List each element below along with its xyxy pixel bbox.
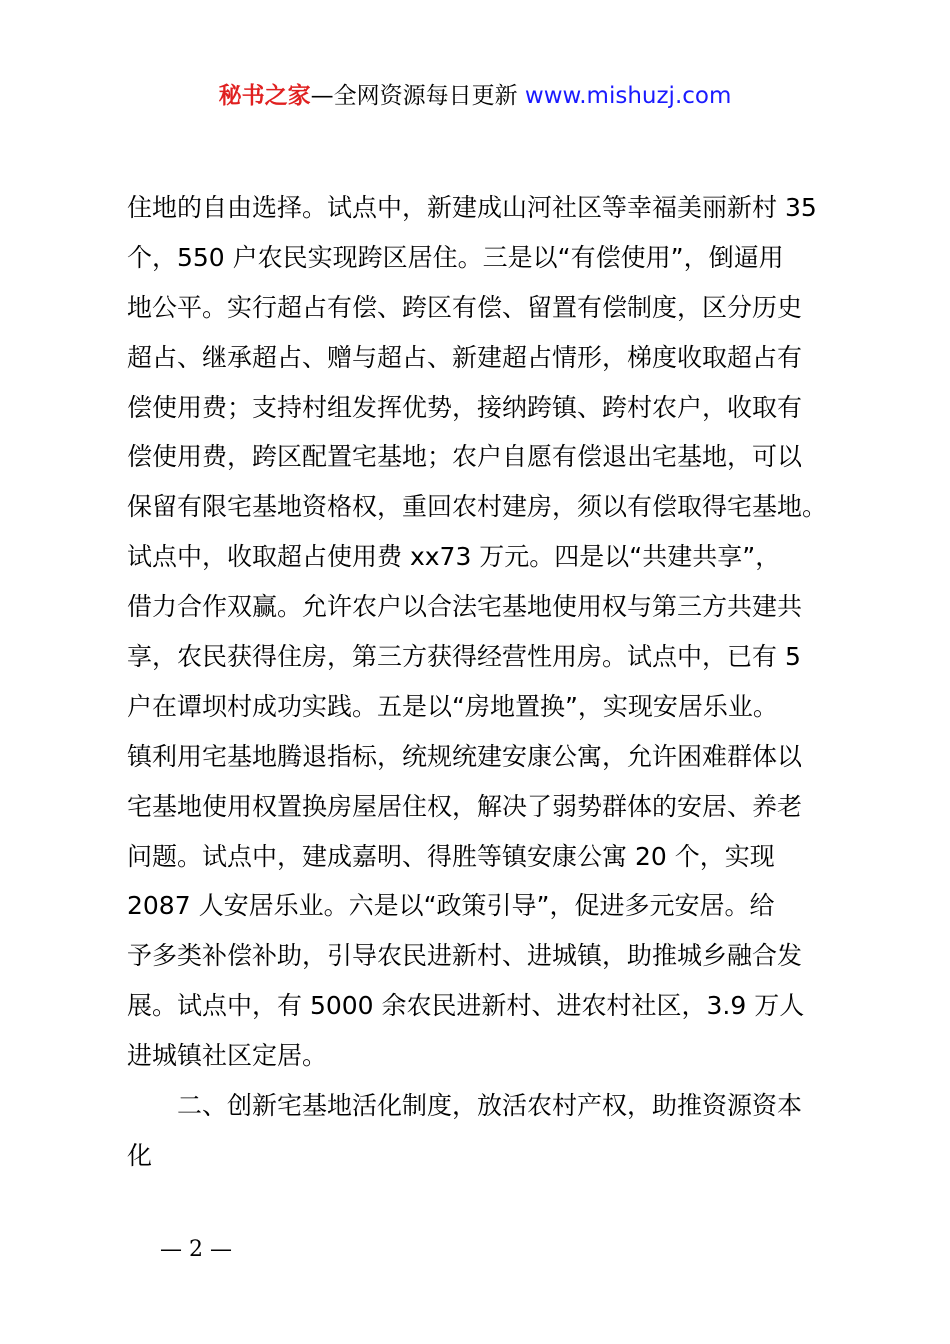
paragraph-line: 进城镇社区定居。: [127, 1041, 328, 1071]
paragraph-line: 享，农民获得住房，第三方获得经营性用房。试点中，已有 5: [127, 642, 801, 672]
paragraph-line: 镇利用宅基地腾退指标，统规统建安康公寓，允许困难群体以: [127, 741, 803, 771]
paragraph-line: 偿使用费；支持村组发挥优势，接纳跨镇、跨村农户，收取有: [127, 392, 803, 422]
site-header: [0, 78, 950, 114]
paragraph-line: 借力合作双赢。允许农户以合法宅基地使用权与第三方共建共: [127, 592, 803, 622]
site-brand: 秘书之家: [218, 83, 311, 109]
paragraph-line: 户在谭坝村成功实践。五是以“房地置换”，实现安居乐业。: [127, 691, 778, 721]
paragraph-line: 2087 人安居乐业。六是以“政策引导”，促进多元安居。给: [127, 891, 775, 921]
paragraph-line: 试点中，收取超占使用费 xx73 万元。四是以“共建共享”，: [127, 542, 781, 572]
paragraph-line: 问题。试点中，建成嘉明、得胜等镇安康公寓 20 个，实现: [127, 841, 775, 871]
paragraph-line: 个，550 户农民实现跨区居住。三是以“有偿使用”，倒逼用: [127, 242, 784, 272]
paragraph-line: 住地的自由选择。试点中，新建成山河社区等幸福美丽新村 35: [127, 193, 817, 222]
page-number: — 2 —: [160, 1237, 232, 1262]
document-body: [127, 183, 847, 1181]
paragraph-line: 地公平。实行超占有偿、跨区有偿、留置有偿制度，区分历史: [127, 292, 803, 322]
paragraph-line: 宅基地使用权置换房屋居住权，解决了弱势群体的安居、养老: [127, 791, 803, 821]
site-url-link[interactable]: www.mishuzj.com: [524, 83, 732, 109]
section-heading-continuation: 化: [127, 1140, 153, 1170]
paragraph-line: 予多类补偿补助，引导农民进新村、进城镇，助推城乡融合发: [127, 941, 803, 971]
site-tagline: —全网资源每日更新: [310, 83, 518, 109]
paragraph-line: 保留有限宅基地资格权，重回农村建房，须以有偿取得宅基地。: [127, 492, 828, 522]
paragraph-line: 偿使用费，跨区配置宅基地；农户自愿有偿退出宅基地，可以: [127, 442, 803, 472]
section-heading: 二、创新宅基地活化制度，放活农村产权，助推资源资本: [177, 1091, 803, 1121]
paragraph-line: 超占、继承超占、赠与超占、新建超占情形，梯度收取超占有: [127, 342, 803, 372]
paragraph-line: 展。试点中，有 5000 余农民进新村、进农村社区，3.9 万人: [127, 991, 805, 1021]
